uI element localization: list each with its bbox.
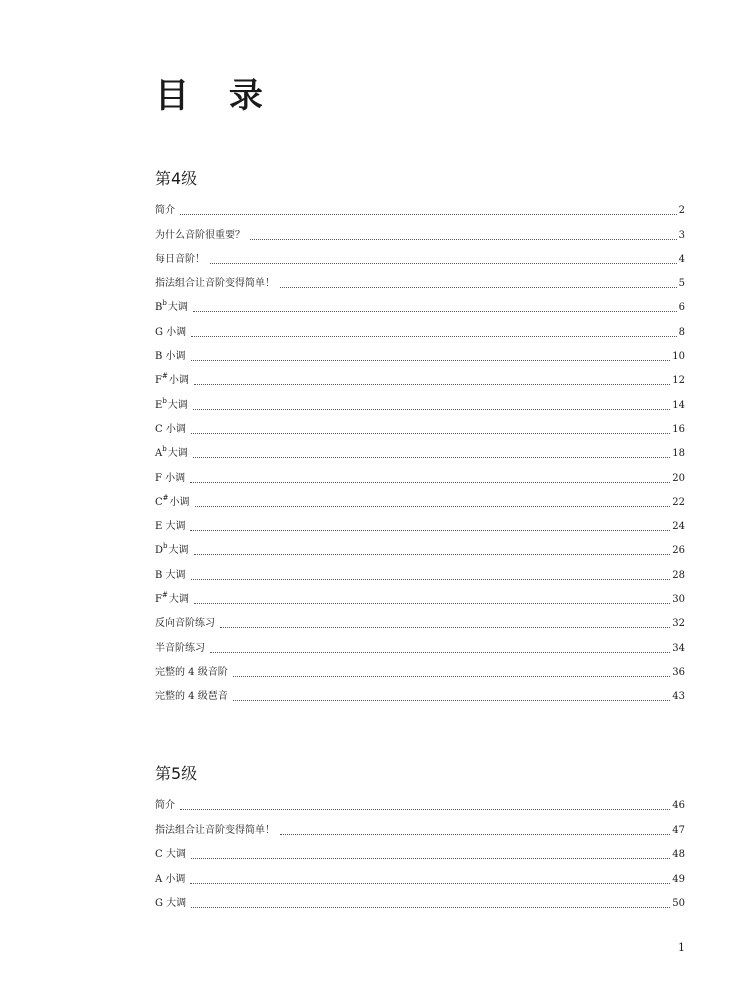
toc-entry-label: F	[155, 594, 162, 606]
accidental-sign: #	[161, 591, 168, 600]
dot-leader	[191, 858, 670, 859]
toc-entry-key-type: 大调	[167, 448, 188, 460]
toc-entry-label: 指法组合让音阶变得简单！	[155, 278, 275, 290]
toc-entry-label: 反向音阶练习	[155, 618, 215, 630]
dot-leader	[194, 384, 670, 385]
dot-leader	[280, 287, 677, 288]
toc-entry-page: 20	[672, 472, 685, 484]
toc-entry-title	[155, 873, 185, 887]
toc-entry[interactable]	[155, 656, 685, 680]
toc-entry-title	[155, 396, 188, 413]
toc-entry[interactable]	[155, 437, 685, 461]
toc-entry[interactable]	[155, 862, 685, 886]
toc-entry-page: 28	[672, 569, 685, 581]
toc-section-level-4	[155, 168, 685, 704]
dot-leader	[193, 457, 671, 458]
toc-entry[interactable]	[155, 510, 685, 534]
toc-entry-label: D	[155, 545, 164, 557]
toc-entry-title	[155, 690, 228, 704]
toc-entry[interactable]	[155, 194, 685, 218]
dot-leader	[180, 809, 670, 810]
toc-entry[interactable]	[155, 558, 685, 582]
accidental-sign: #	[161, 372, 168, 381]
toc-entry-label: C 小调	[155, 423, 186, 435]
toc-entry-label: A 小调	[155, 873, 186, 885]
toc-entry-title	[155, 848, 186, 862]
toc-entry-page: 36	[672, 666, 685, 678]
toc-entry-page: 8	[678, 326, 685, 338]
toc-entry-label: A	[155, 448, 163, 460]
toc-entry-page: 46	[672, 800, 685, 812]
dot-leader	[233, 676, 671, 677]
dot-leader	[194, 554, 671, 555]
toc-entry[interactable]	[155, 680, 685, 704]
toc-entry-label: E 大调	[155, 521, 186, 533]
toc-entry-label: C	[155, 496, 163, 508]
toc-entry-key-type: 大调	[167, 399, 188, 411]
page-title: 目 录	[155, 76, 277, 116]
toc-entry-key-type: 大调	[167, 302, 188, 314]
toc-entry-key-type: 小调	[168, 375, 189, 387]
accidental-sign: b	[162, 445, 167, 454]
accidental-sign: b	[162, 396, 167, 405]
toc-entry-page: 24	[672, 521, 685, 533]
toc-entry-label: B 大调	[155, 569, 186, 581]
toc-entry-title	[155, 374, 189, 388]
toc-entry-title	[155, 326, 186, 340]
toc-entry-label: B 小调	[155, 351, 186, 363]
toc-entry-label: C 大调	[155, 849, 186, 861]
dot-leader	[180, 214, 677, 215]
toc-entry-title	[155, 204, 175, 218]
toc-entry[interactable]	[155, 813, 685, 837]
toc-entry-page: 10	[672, 351, 685, 363]
toc-list	[155, 789, 685, 911]
toc-entry-page: 26	[672, 545, 685, 557]
toc-entry-page: 48	[672, 849, 685, 861]
toc-entry[interactable]	[155, 838, 685, 862]
toc-entry[interactable]	[155, 388, 685, 412]
toc-list	[155, 194, 685, 704]
toc-entry-title	[155, 593, 189, 607]
toc-entry-title	[155, 666, 228, 680]
toc-entry-label: 完整的 4 级琶音	[155, 691, 228, 703]
toc-entry-label: 完整的 4 级音阶	[155, 666, 228, 678]
toc-entry-label: G 大调	[155, 897, 187, 909]
toc-entry-page: 50	[672, 897, 685, 909]
toc-entry-page: 47	[672, 824, 685, 836]
toc-entry-title	[155, 824, 275, 838]
toc-entry-page: 43	[672, 691, 685, 703]
page-number: 1	[678, 941, 685, 954]
toc-entry-page: 2	[678, 205, 685, 217]
toc-entry[interactable]	[155, 607, 685, 631]
toc-section-level-5	[155, 763, 685, 911]
toc-entry-label: 简介	[155, 205, 175, 217]
toc-entry-label: E	[155, 399, 163, 411]
toc-entry-label: 指法组合让音阶变得简单！	[155, 824, 275, 836]
toc-entry-page: 49	[672, 873, 685, 885]
toc-entry-title	[155, 897, 186, 911]
toc-entry[interactable]	[155, 534, 685, 558]
toc-entry-title	[155, 544, 189, 558]
dot-leader	[190, 482, 670, 483]
dot-leader	[191, 360, 671, 361]
toc-entry-label: 每日音阶！	[155, 253, 205, 265]
toc-entry[interactable]	[155, 340, 685, 364]
toc-entry[interactable]	[155, 243, 685, 267]
toc-entry-page: 6	[678, 302, 685, 314]
toc-entry-page: 30	[672, 594, 685, 606]
dot-leader	[210, 652, 670, 653]
toc-entry[interactable]	[155, 486, 685, 510]
toc-entry[interactable]	[155, 631, 685, 655]
toc-entry-title	[155, 493, 190, 510]
toc-entry[interactable]	[155, 789, 685, 813]
toc-entry-title	[155, 617, 215, 631]
toc-entry-key-type: 小调	[169, 496, 190, 508]
toc-entry-page: 14	[672, 399, 685, 411]
dot-leader	[194, 603, 670, 604]
toc-entry-title	[155, 423, 186, 437]
toc-entry[interactable]	[155, 218, 685, 242]
dot-leader	[190, 883, 670, 884]
toc-entry-title	[155, 253, 205, 267]
dot-leader	[210, 263, 677, 264]
toc-entry[interactable]	[155, 364, 685, 388]
toc-entry-label: B	[155, 302, 163, 314]
dot-leader	[191, 433, 670, 434]
dot-leader	[190, 530, 670, 531]
dot-leader	[191, 907, 670, 908]
toc-entry-label: 半音阶练习	[155, 642, 205, 654]
dot-leader	[193, 409, 670, 410]
toc-entry-title	[155, 301, 188, 315]
toc-entry-page: 22	[672, 496, 685, 508]
toc-entry[interactable]	[155, 887, 685, 911]
toc-entry-page: 12	[672, 375, 685, 387]
dot-leader	[220, 627, 670, 628]
toc-entry-title	[155, 799, 175, 813]
toc-entry-title	[155, 569, 186, 583]
toc-entry-title	[155, 447, 188, 461]
toc-entry-page: 3	[678, 229, 685, 241]
dot-leader	[233, 700, 671, 701]
toc-entry-label: F	[155, 375, 162, 387]
toc-entry-title	[155, 520, 185, 534]
dot-leader	[191, 336, 676, 337]
toc-entry-label: 简介	[155, 800, 175, 812]
toc-entry[interactable]	[155, 267, 685, 291]
toc-entry-title	[155, 472, 185, 486]
section-heading: 第5级	[155, 764, 198, 783]
dot-leader	[193, 311, 677, 312]
toc-entry[interactable]	[155, 413, 685, 437]
accidental-sign: b	[163, 542, 168, 551]
toc-entry-title	[155, 277, 275, 291]
toc-entry-label: 为什么音阶很重要？	[155, 229, 245, 241]
toc-entry-title	[155, 229, 245, 243]
toc-entry-page: 5	[678, 278, 685, 290]
dot-leader	[250, 239, 677, 240]
accidental-sign: #	[162, 493, 169, 502]
toc-entry-page: 18	[672, 448, 685, 460]
toc-entry-page: 32	[672, 618, 685, 630]
toc-entry-page: 16	[672, 423, 685, 435]
toc-entry-key-type: 大调	[168, 594, 189, 606]
toc-entry-page: 34	[672, 642, 685, 654]
toc-entry-title	[155, 350, 186, 364]
toc-entry-key-type: 大调	[168, 545, 189, 557]
toc-entry[interactable]	[155, 583, 685, 607]
toc-entry[interactable]	[155, 291, 685, 315]
dot-leader	[280, 834, 670, 835]
toc-entry-page: 4	[678, 253, 685, 265]
dot-leader	[195, 506, 671, 507]
dot-leader	[191, 579, 671, 580]
toc-entry-label: G 小调	[155, 326, 187, 338]
toc-entry-title	[155, 642, 205, 656]
toc-entry-label: F 小调	[155, 472, 186, 484]
section-heading: 第4级	[155, 169, 198, 188]
toc-entry[interactable]	[155, 315, 685, 339]
toc-entry[interactable]	[155, 461, 685, 485]
accidental-sign: b	[162, 299, 167, 308]
